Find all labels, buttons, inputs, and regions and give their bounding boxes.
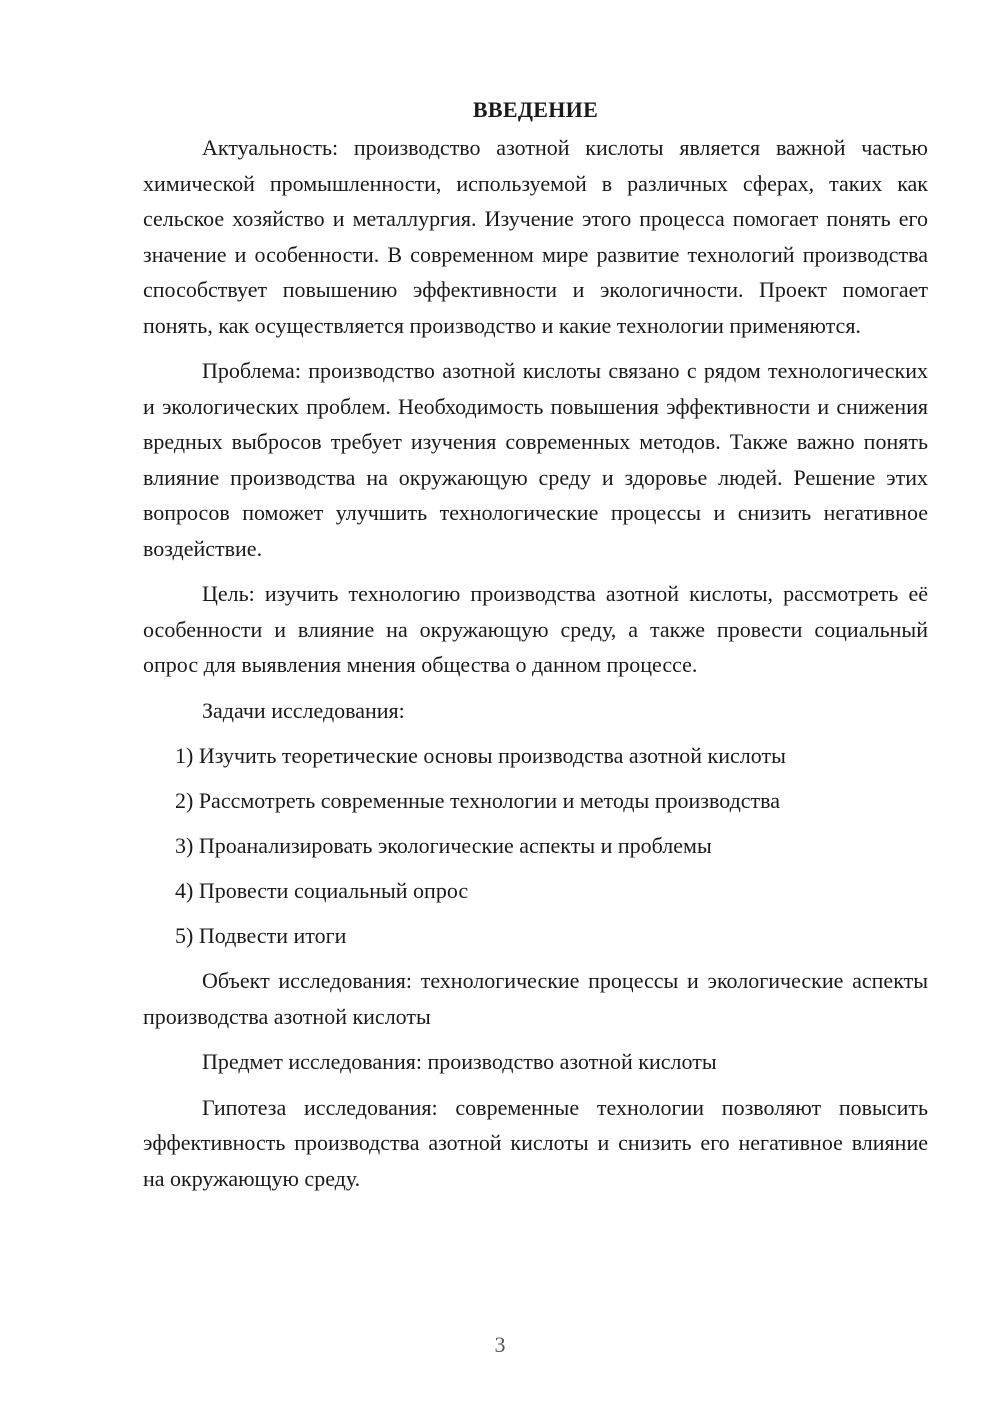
task-item: 4) Провести социальный опрос (175, 878, 469, 903)
task-item: 5) Подвести итоги (175, 923, 347, 948)
task-item: 3) Проанализировать экологические аспекты и проблемы (175, 833, 712, 858)
subject-paragraph: Предмет исследования: производство азотной кислоты (202, 1049, 717, 1074)
object-paragraph: Объект исследования: технологические процессы и экологические аспекты производства азотной кислоты (143, 968, 928, 1029)
problem-paragraph: Проблема: производство азотной кислоты связано с рядом технологических и экологических проблем. Необходимость повышения эффективности и снижения вредных выбросов требует изучения современных методов. Также важно понять влияние производства на окружающую среду и здоровье людей. Решение этих вопросов поможет улучшить технологические процессы и снизить негативное воздействие. (143, 358, 928, 561)
document-page (143, 92, 928, 1206)
task-item: 2) Рассмотреть современные технологии и методы производства (175, 788, 780, 813)
page-number: 3 (494, 1332, 506, 1357)
page-title: ВВЕДЕНИЕ (472, 97, 599, 122)
task-item: 1) Изучить теоретические основы производства азотной кислоты (175, 743, 786, 768)
hypothesis-paragraph: Гипотеза исследования: современные технологии позволяют повысить эффективность производства азотной кислоты и снизить его негативное влияние на окружающую среду. (143, 1094, 928, 1191)
goal-paragraph: Цель: изучить технологию производства азотной кислоты, рассмотреть её особенности и влияние на окружающую среду, а также провести социальный опрос для выявления мнения общества о данном процессе. (143, 581, 928, 677)
tasks-list (143, 738, 928, 954)
relevance-paragraph: Актуальность: производство азотной кислоты является важной частью химической промышленности, используемой в различных сферах, таких как сельское хозяйство и металлургия. Изучение этого процесса помогает понять его значение и особенности. В современном мире развитие технологий производства способствует повышению эффективности и экологичности. Проект помогает понять, как осуществляется производство и какие технологии применяются. (143, 135, 928, 338)
tasks-heading: Задачи исследования: (202, 697, 405, 723)
